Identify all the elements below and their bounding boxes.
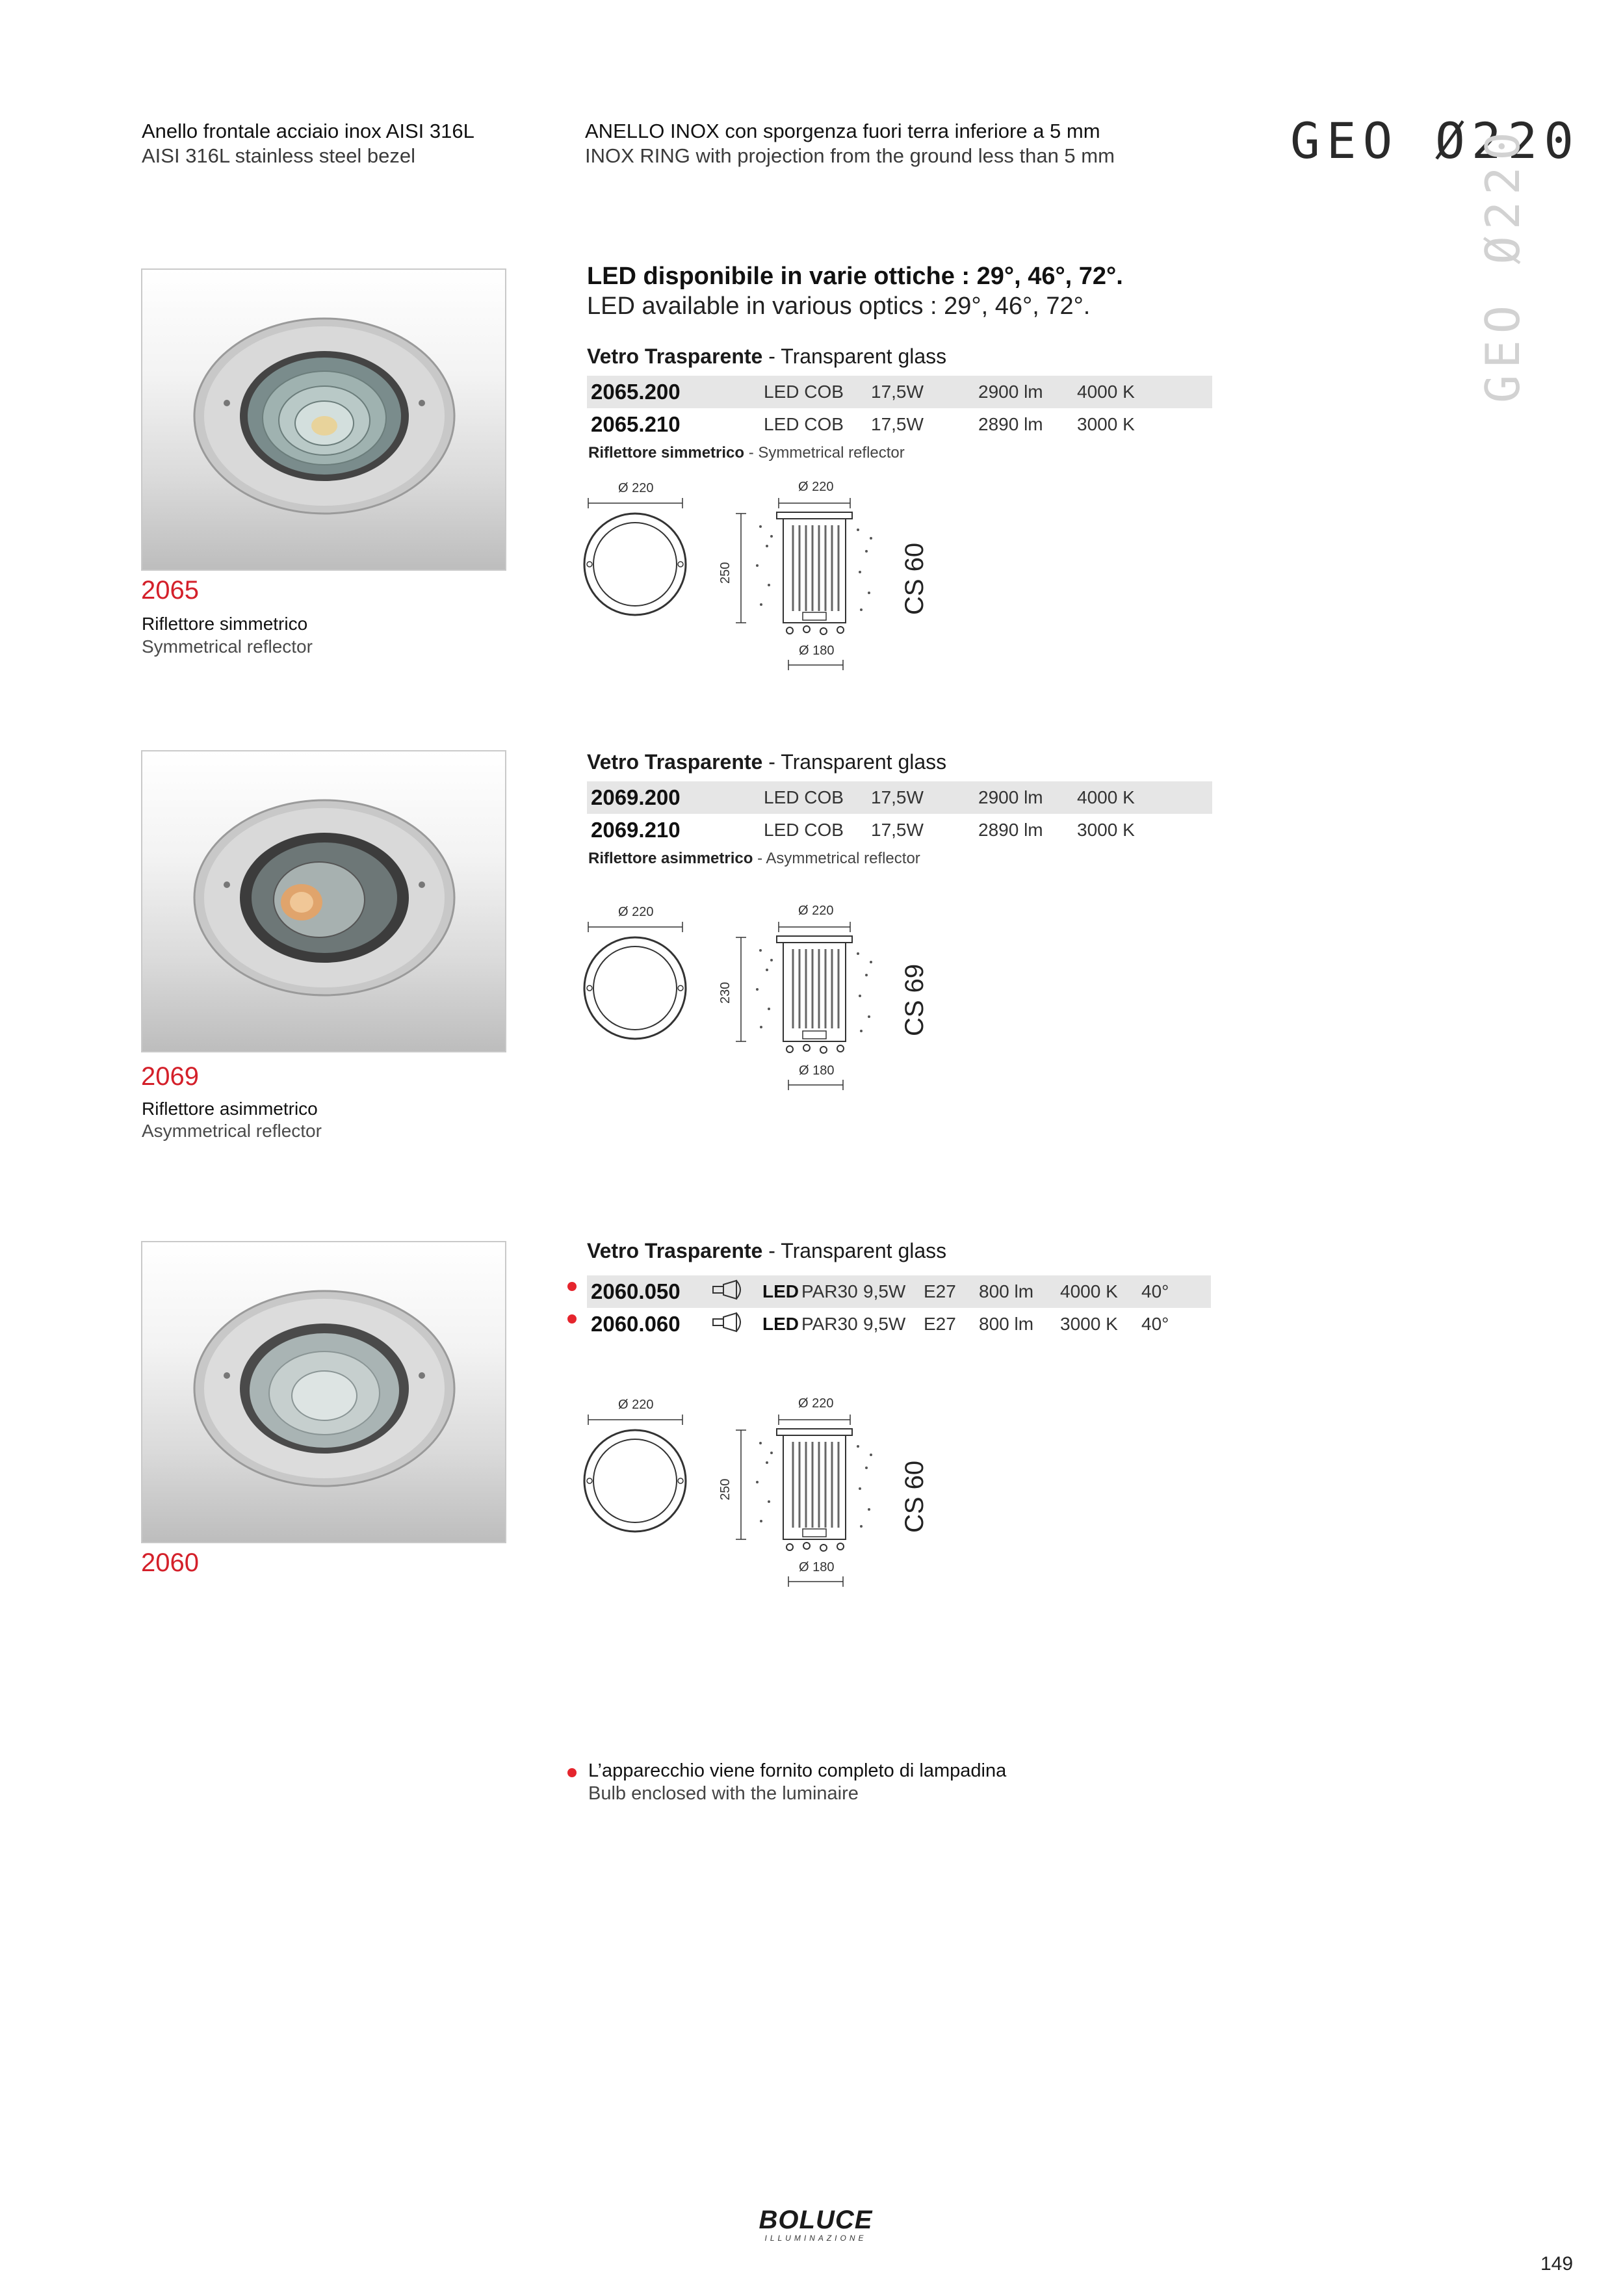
lumen: 800 lm	[979, 1275, 1060, 1308]
header-col1-en: AISI 316L stainless steel bezel	[142, 144, 416, 167]
glass-label-2065	[587, 345, 946, 369]
intro-it: LED disponibile in varie ottiche : 29°, 46°, 72°.	[587, 263, 1123, 290]
table-row	[587, 1275, 1211, 1308]
par30-bulb-icon	[710, 1278, 747, 1301]
footnote-bullet	[567, 1768, 577, 1777]
dim-height: 250	[718, 562, 733, 584]
article-code: 2069.200	[587, 781, 764, 814]
article-code: 2060.050	[587, 1275, 710, 1308]
power: 17,5W	[871, 376, 978, 408]
dim-front-diameter: Ø 220	[618, 1398, 654, 1412]
note-en: - Symmetrical reflector	[744, 444, 905, 462]
technical-drawing-2065	[582, 475, 946, 683]
dim-height: 230	[718, 982, 733, 1004]
cs-code: CS 69	[900, 963, 929, 1036]
table-row	[587, 814, 1212, 846]
lumen: 2900 lm	[978, 781, 1077, 814]
light-type: LED COB	[764, 820, 844, 840]
light-type: LED COB	[764, 376, 871, 408]
light-type: LED COB	[764, 414, 844, 434]
led-label: LED	[762, 1314, 799, 1334]
lumen: 800 lm	[979, 1314, 1034, 1334]
spec-table-2065	[587, 376, 1212, 441]
product-photo-2060	[141, 1241, 506, 1543]
glass-label-2069	[587, 750, 946, 774]
bulb-icon	[710, 1275, 762, 1308]
dim-bottom-diameter: Ø 180	[799, 1560, 835, 1574]
note-it: Riflettore simmetrico	[588, 444, 745, 462]
dim-bottom-diameter: Ø 180	[799, 1063, 835, 1078]
color-temp: 4000 K	[1077, 781, 1212, 814]
spec-table-2060	[587, 1275, 1211, 1340]
beam-angle: 40°	[1141, 1314, 1169, 1334]
product-desc-it-2065: Riflettore simmetrico	[142, 614, 308, 634]
dim-bottom-diameter: Ø 180	[799, 644, 835, 658]
power: 9,5W	[863, 1314, 906, 1334]
lumen: 2900 lm	[978, 376, 1077, 408]
article-code: 2060.060	[591, 1312, 681, 1336]
technical-drawing-2069	[582, 898, 946, 1106]
dim-front-diameter: Ø 220	[618, 481, 654, 495]
table-row	[587, 781, 1212, 814]
color-temp: 3000 K	[1060, 1314, 1118, 1334]
product-desc-en-2069: Asymmetrical reflector	[142, 1121, 322, 1141]
spec-table-2069	[587, 781, 1212, 846]
product-photo-2065	[141, 268, 506, 571]
recessed-light-photo-icon	[142, 270, 505, 569]
footnote-en: Bulb enclosed with the luminaire	[588, 1783, 859, 1804]
dim-front-diameter: Ø 220	[618, 905, 654, 919]
glass-it: Vetro Trasparente	[587, 750, 763, 774]
header-col2-en: INOX RING with projection from the ground less than 5 mm	[585, 144, 1115, 167]
table-row	[587, 376, 1212, 408]
reflector-note-2065	[588, 444, 905, 462]
bulb-included-bullet	[567, 1282, 577, 1291]
color-temp: 4000 K	[1060, 1275, 1141, 1308]
reflector-note-2069	[588, 850, 920, 868]
brand-name: BOLUCE	[759, 2206, 873, 2234]
cs-code: CS 60	[900, 542, 929, 615]
lumen: 2890 lm	[978, 820, 1043, 840]
glass-en: - Transparent glass	[762, 1239, 947, 1262]
socket: E27	[924, 1314, 956, 1334]
article-code: 2069.210	[591, 818, 681, 842]
glass-it: Vetro Trasparente	[587, 345, 763, 368]
glass-en: - Transparent glass	[762, 750, 947, 774]
table-row	[587, 408, 1212, 441]
product-desc-it-2069: Riflettore asimmetrico	[142, 1099, 318, 1119]
product-photo-2069	[141, 750, 506, 1052]
glass-label-2060	[587, 1239, 946, 1263]
header-col1-it: Anello frontale acciaio inox AISI 316L	[142, 120, 474, 142]
dim-top-diameter: Ø 220	[798, 480, 834, 494]
light-type: LED COB	[764, 781, 871, 814]
beam-angle: 40°	[1141, 1275, 1211, 1308]
page-number: 149	[1540, 2253, 1574, 2275]
intro-en: LED available in various optics : 29°, 46°, 72°.	[587, 293, 1091, 320]
product-code-2060: 2060	[141, 1548, 199, 1577]
dim-height: 250	[718, 1478, 733, 1500]
product-code-2069: 2069	[141, 1062, 199, 1091]
recessed-light-photo-icon	[142, 1242, 505, 1542]
power: 17,5W	[871, 781, 978, 814]
page-title: GEO Ø220	[1290, 112, 1581, 170]
color-temp: 3000 K	[1077, 414, 1135, 434]
dim-top-diameter: Ø 220	[798, 904, 834, 918]
bulb-icon	[710, 1308, 762, 1340]
par30-bulb-icon	[710, 1311, 747, 1334]
socket: E27	[924, 1275, 979, 1308]
power: 17,5W	[871, 414, 924, 434]
glass-en: - Transparent glass	[762, 345, 947, 368]
dimension-drawing-icon	[582, 475, 946, 683]
bulb-included-bullet	[567, 1314, 577, 1324]
note-en: - Asymmetrical reflector	[753, 850, 920, 867]
article-code: 2065.210	[591, 412, 681, 436]
lumen: 2890 lm	[978, 414, 1043, 434]
vertical-title: GEO Ø220	[1475, 125, 1530, 403]
recessed-light-photo-icon	[142, 751, 505, 1051]
glass-it: Vetro Trasparente	[587, 1239, 763, 1262]
note-it: Riflettore asimmetrico	[588, 850, 753, 867]
table-row	[587, 1308, 1211, 1340]
led-label: LED	[762, 1275, 801, 1308]
dimension-drawing-icon	[582, 898, 946, 1106]
dim-top-diameter: Ø 220	[798, 1396, 834, 1411]
product-code-2065: 2065	[141, 576, 199, 605]
article-code: 2065.200	[587, 376, 764, 408]
cs-code: CS 60	[900, 1460, 929, 1533]
header-col2-it: ANELLO INOX con sporgenza fuori terra inferiore a 5 mm	[585, 120, 1100, 142]
color-temp: 3000 K	[1077, 820, 1135, 840]
technical-drawing-2060	[582, 1391, 946, 1599]
light-type: PAR30	[801, 1314, 858, 1334]
brand-sub: ILLUMINAZIONE	[764, 2234, 867, 2243]
color-temp: 4000 K	[1077, 376, 1212, 408]
power: 17,5W	[871, 820, 924, 840]
light-type: PAR30	[801, 1275, 863, 1308]
footnote-it: L’apparecchio viene fornito completo di lampadina	[588, 1760, 1007, 1781]
product-desc-en-2065: Symmetrical reflector	[142, 636, 313, 657]
dimension-drawing-icon	[582, 1391, 946, 1599]
brand-logo	[747, 2206, 884, 2243]
power: 9,5W	[863, 1275, 924, 1308]
